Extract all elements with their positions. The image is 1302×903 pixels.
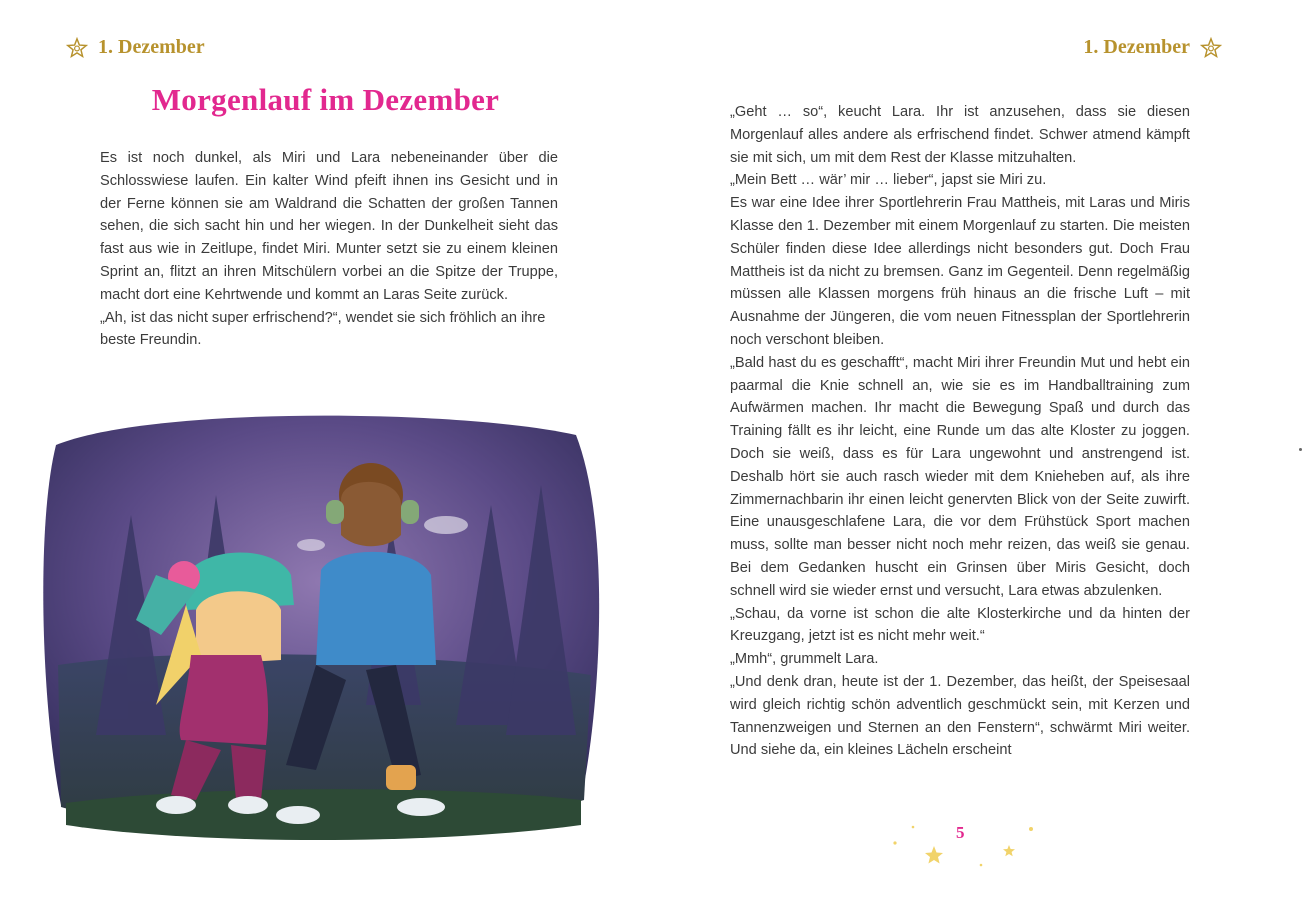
- paragraph: Es war eine Idee ihrer Sportlehrerin Frau Mattheis, mit Laras und Miris Klasse den 1. Dezember mit einem Morgenlauf zu starten. Die meisten Schüler finden diese Idee allerdings nicht besonders gut. Doch Frau Mattheis ist da nicht zu bremsen. Ganz im Gegenteil. Denn regelmäßig müssen alle Klassen morgens früh hinaus an die frische Luft – mit Ausnahme der Jüngeren, die vom neuen Fitnessplan der Sportlehrerin noch verschont bleiben.: [730, 195, 1190, 348]
- left-header: [66, 36, 205, 59]
- right-body-text: [730, 101, 1190, 762]
- star-icon: [1003, 845, 1015, 856]
- chapter-title: Morgenlauf im Dezember: [151, 82, 500, 117]
- running-girls-illustration: [36, 405, 608, 850]
- star-decoration: [881, 815, 1071, 875]
- paragraph: „Und denk dran, heute ist der 1. Dezember, das heißt, der Speisesaal wird gleich richtig schön adventlich geschmückt sein, mit Kerzen und Tannenzweigen und Sternen an den Fenstern“, schwärmt Miri weiter. Und siehe da, ein kleines Lächeln erscheint: [730, 673, 1190, 759]
- paragraph: „Geht … so“, keucht Lara. Ihr ist anzusehen, dass sie diesen Morgenlauf alles andere als erfrischend findet. Schwer atmend kämpft sie mit sich, um mit dem Rest der Klasse mitzuhalten.: [730, 104, 1190, 166]
- star-badge-icon: [66, 37, 88, 59]
- right-page: [651, 0, 1302, 903]
- star-badge-icon: [1200, 37, 1222, 59]
- paragraph: „Bald hast du es geschafft“, macht Miri ihrer Freundin Mut und hebt ein paarmal die Knie schnell an, wie sie es im Handballtraining zum Aufwärmen machen. Ihr macht die Bewegung Spaß und durch das Training fällt es ihr leicht, eine Runde um das alte Kloster zu joggen. Doch sie weiß, dass es für Lara ungewohnt und anstrengend ist. Deshalb hört sie auch rasch wieder mit dem Knieheben auf, als ihre Zimmernachbarin ihr einen leicht genervten Blick von der Seite zuwirft. Eine unausgeschlafene Lara, die vor dem Frühstück Sport machen muss, sollte man besser nicht noch mehr reizen, das weiß sie genau. Bei dem Gedanken huscht ein Grinsen über Miris Gesicht, doch schnell wird sie wieder ernst und versucht, Lara etwas abzulenken.: [730, 354, 1190, 599]
- paragraph: „Schau, da vorne ist schon die alte Klosterkirche und da hinten der Kreuzgang, jetzt ist es nicht mehr weit.“: [730, 605, 1190, 645]
- right-header: [1083, 36, 1222, 59]
- left-body-text: [100, 147, 558, 352]
- paragraph: „Ah, ist das nicht super erfrischend?“, wendet sie sich fröhlich an ihre beste Freundin.: [100, 309, 546, 349]
- chapter-label: 1. Dezember: [98, 36, 205, 58]
- page-number: 5: [956, 823, 965, 842]
- star-icon: [925, 846, 943, 864]
- paragraph: „Mmh“, grummelt Lara.: [730, 651, 879, 668]
- chapter-label: 1. Dezember: [1083, 36, 1190, 58]
- paragraph: Es ist noch dunkel, als Miri und Lara nebeneinander über die Schlosswiese laufen. Ein kalter Wind pfeift ihnen ins Gesicht und in der Ferne können sie am Waldrand die Schatten der großen Tannen sehen, die sich sacht hin und her wiegen. In der Dunkelheit sieht das fast aus wie in Zeitlupe, findet Miri. Munter setzt sie zu einem kleinen Sprint an, flitzt an ihren Mitschülern vorbei an die Spitze der Truppe, macht dort eine Kehrtwende und kommt an Laras Seite zurück.: [100, 150, 558, 303]
- paragraph: „Mein Bett … wär’ mir … lieber“, japst sie Miri zu.: [730, 172, 1047, 189]
